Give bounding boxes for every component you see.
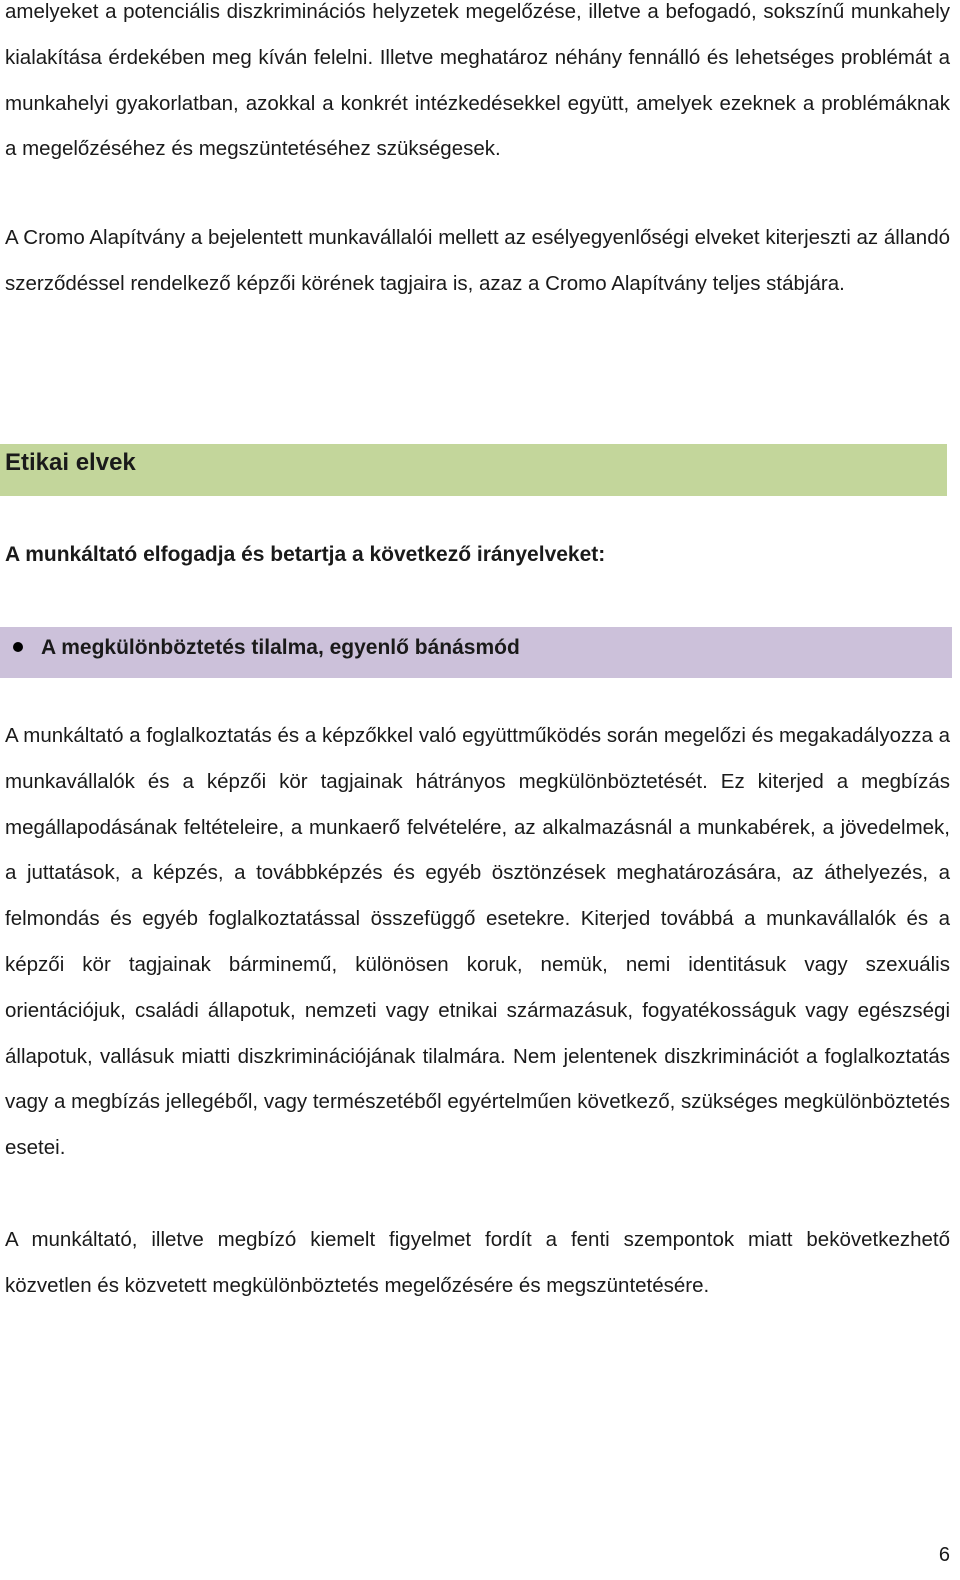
paragraph-cromo-scope: A Cromo Alapítvány a bejelentett munkavállalói mellett az esélyegyenlőségi elveket kiterjeszti az állandó szerződéssel rendelkező képzői körének tagjaira is, azaz a Cromo Alapítvány teljes stábjára.	[5, 226, 950, 295]
paragraph-prevention: A munkáltató, illetve megbízó kiemelt figyelmet fordít a fenti szempontok miatt bekövetkezhető közvetlen és közvetett megkülönböztetés megelőzésére és megszüntetésére.	[5, 1228, 950, 1297]
paragraph-nondiscrimination: A munkáltató a foglalkoztatás és a képzőkkel való együttműködés során megelőzi és megakadályozza a munkavállalók és a képzői kör tagjainak hátrányos megkülönböztetését. Ez kiterjed a megbízás megállapodásának feltételeire, a munkaerő felvételére, az alkalmazásnál a munkabérek, a jövedelmek, a juttatások, a képzés, a továbbképzés és egyéb ösztönzések meghatározására, az áthelyezés, a felmondás és egyéb foglalkoztatással összefüggő esetekre. Kiterjed továbbá a munkavállalók és a képzői kör tagjainak bárminemű, különösen koruk, nemük, nemi identitásuk vagy szexuális orientációjuk, családi állapotuk, nemzeti vagy etnikai származásuk, fogyatékosságuk vagy egészségi állapotuk, vallásuk miatti diszkriminációjának tilalmára. Nem jelentenek diszkriminációt a foglalkoztatás vagy a megbízás jellegéből, vagy természetéből egyértelműen következő, szükséges megkülönböztetés esetei.	[5, 724, 950, 1160]
section-title: Etikai elvek	[5, 449, 136, 476]
paragraph-intro-continued: amelyeket a potenciális diszkriminációs helyzetek megelőzése, illetve a befogadó, sokszínű munkahely kialakítása érdekében meg kíván felelni. Illetve meghatároz néhány fennálló és lehetséges problémát a munkahelyi gyakorlatban, azokkal a konkrét intézkedésekkel együtt, amelyek ezeknek a problémáknak a megelőzéséhez és megszüntetéséhez szükségesek.	[5, 0, 950, 161]
page-number: 6	[938, 1544, 950, 1566]
section-intro: A munkáltató elfogadja és betartja a következő irányelveket:	[5, 543, 606, 566]
subsection-title: A megkülönböztetés tilalma, egyenlő bánásmód	[41, 636, 520, 659]
section-heading-bar	[0, 444, 947, 496]
bullet-icon	[13, 642, 23, 652]
